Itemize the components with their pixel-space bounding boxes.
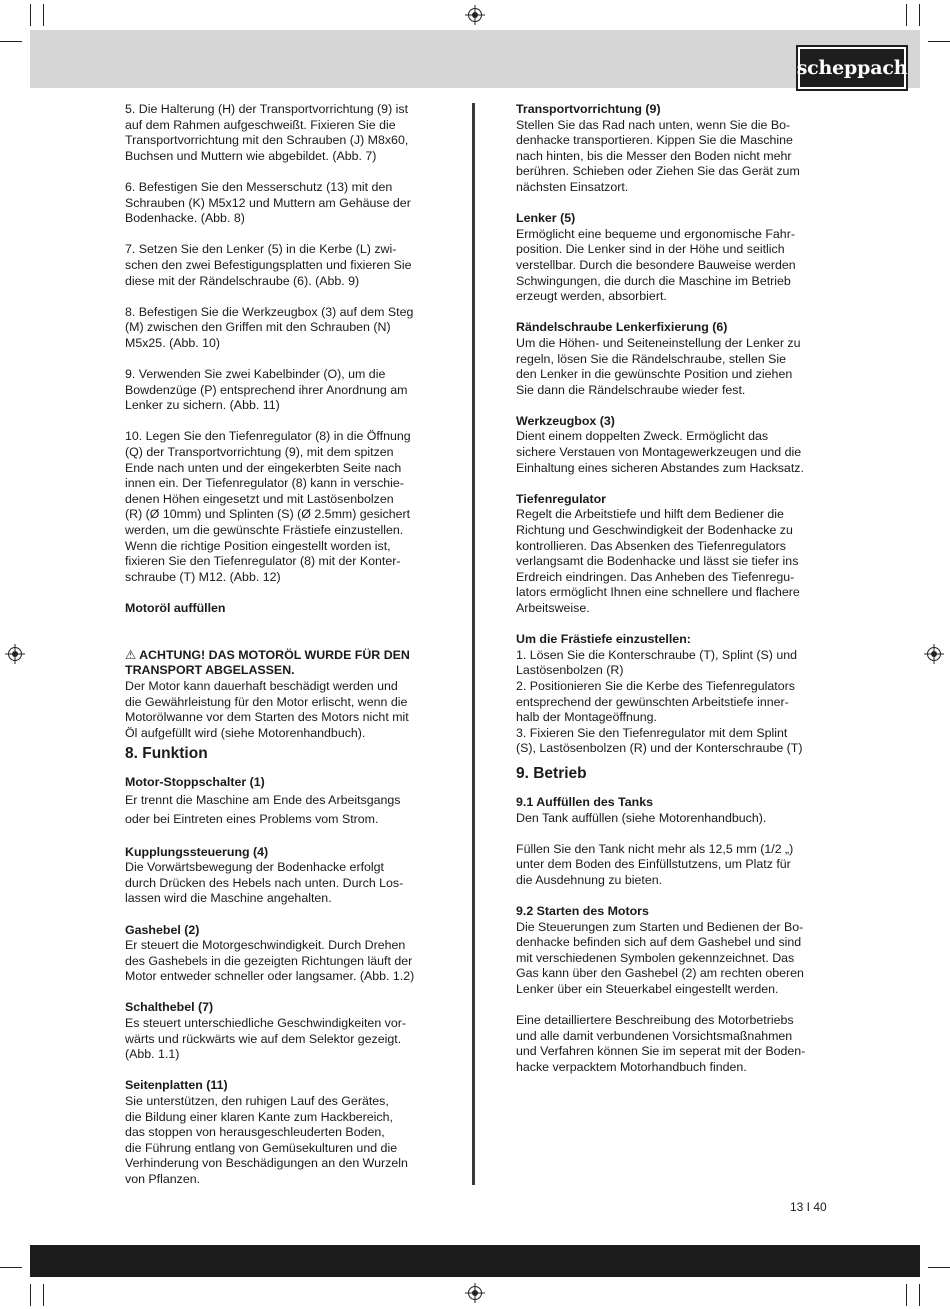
- function-body: Um die Höhen- und Seiteneinstellung der Lenker zu regeln, lösen Sie die Rändelschraube, stellen Sie den Lenker in die gewünschte Position und ziehen Sie dann die Rändelschraube wieder fest.: [516, 335, 801, 397]
- subsection-body: Den Tank auffüllen (siehe Motorenhandbuch).: [516, 810, 767, 825]
- function-item: [125, 845, 435, 907]
- assembly-step: 5. Die Halterung (H) der Transportvorrichtung (9) ist auf dem Rahmen aufgeschweißt. Fixieren Sie die Transportvorrichtung mit den Schrauben (J) M8x60, Buchsen und Muttern wie abgebildet. (Abb. 7): [125, 102, 409, 163]
- subsection-title: 9.2 Starten des Motors: [516, 904, 649, 919]
- function-body: Stellen Sie das Rad nach unten, wenn Sie die Bo- denhacke transportieren. Kippen Sie die Maschine nach hinten, bis die Messer den Boden nicht mehr berühren. Schieben oder Ziehen Sie das Gerät zum nächsten Einsatzort.: [516, 117, 800, 194]
- function-title: Tiefenregulator: [516, 491, 606, 506]
- crop-mark: [928, 41, 950, 42]
- function-title: Motor-Stoppschalter (1): [125, 775, 265, 790]
- function-item: [125, 1000, 435, 1062]
- subsection-title: 9.1 Auffüllen des Tanks: [516, 794, 654, 809]
- subsection-body: Füllen Sie den Tank nicht mehr als 12,5 mm (1/2 „) unter dem Boden des Einfüllstutzens, um Platz für die Ausdehnung zu bieten.: [516, 841, 794, 887]
- assembly-step: 7. Setzen Sie den Lenker (5) in die Kerbe (L) zwi- schen den zwei Befestigungsplatten und fixieren Sie diese mit der Rändelschraube (6). (Abb. 9): [125, 242, 412, 288]
- function-item: [516, 492, 828, 617]
- page-number: 13 I 40: [790, 1200, 827, 1214]
- function-item: [125, 775, 435, 829]
- function-title: Kupplungssteuerung (4): [125, 844, 269, 859]
- crop-mark: [906, 1284, 907, 1306]
- crop-mark: [30, 1284, 31, 1306]
- function-title: Rändelschraube Lenkerfixierung (6): [516, 320, 728, 335]
- function-title: Werkzeugbox (3): [516, 413, 615, 428]
- function-item: [516, 211, 828, 305]
- function-title: Transportvorrichtung (9): [516, 102, 661, 116]
- assembly-step: 8. Befestigen Sie die Werkzeugbox (3) auf dem Steg (M) zwischen den Griffen mit den Schrauben (N) M5x25. (Abb. 10): [125, 304, 414, 350]
- function-body: Sie unterstützen, den ruhigen Lauf des Gerätes, die Bildung einer klaren Kante zum Hackbereich, das stoppen von herausgeschleuderten Boden, die Führung entlang von Gemüsekulturen und die Verhinderung von Beschädigungen an den Wurzeln von Pflanzen.: [125, 1094, 408, 1186]
- registration-mark-icon: [468, 8, 482, 22]
- registration-mark-icon: [8, 647, 22, 661]
- left-column: [125, 102, 435, 1203]
- registration-mark-icon: [468, 1286, 482, 1300]
- function-body: Es steuert unterschiedliche Geschwindigkeiten vor- wärts und rückwärts wie auf dem Selektor gezeigt. (Abb. 1.1): [125, 1016, 406, 1062]
- function-item: [516, 320, 828, 398]
- function-item: [125, 923, 435, 985]
- function-title: Gashebel (2): [125, 922, 200, 937]
- crop-mark: [919, 1284, 920, 1306]
- warning-title: [125, 632, 435, 679]
- warning-triangle-icon: ⚠: [125, 647, 137, 662]
- assembly-step: 6. Befestigen Sie den Messerschutz (13) mit den Schrauben (K) M5x12 und Muttern am Gehäuse der Bodenhacke. (Abb. 8): [125, 179, 411, 226]
- column-divider: [472, 103, 475, 1185]
- function-body: Die Vorwärtsbewegung der Bodenhacke erfolgt durch Drücken des Hebels nach unten. Durch Los- lassen wird die Maschine angehalten.: [125, 860, 404, 906]
- depth-setting-instructions: [516, 632, 828, 757]
- assembly-step: 9. Verwenden Sie zwei Kabelbinder (O), um die Bowdenzüge (P) entsprechend ihrer Anordnung am Lenker zu sichern. (Abb. 11): [125, 367, 408, 413]
- function-body: Dient einem doppelten Zweck. Ermöglicht das sichere Verstauen von Montagewerkzeugen und die Einhaltung eines sicheren Abstandes zum Hacksatz.: [516, 429, 804, 475]
- function-body: 1. Lösen Sie die Konterschraube (T), Splint (S) und Lastösenbolzen (R) 2. Positionieren Sie die Kerbe des Tiefenregulators entsprechend der gewünschten Arbeitstiefe inner- halb der Montageöffnung. 3. Fixieren Sie den Tiefenregulator mit dem Splint (S), Lastösenbolzen (R) und der Konterschraube (T): [516, 647, 803, 756]
- function-body: Ermöglicht eine bequeme und ergonomische Fahr- position. Die Lenker sind in der Höhe und seitlich verstellbar. Durch die besondere Bauweise werden Schwingungen, die durch die Maschine im Betrieb erzeugt werden, absorbiert.: [516, 226, 796, 304]
- oil-heading: Motoröl auffüllen: [125, 601, 226, 615]
- crop-mark: [0, 41, 22, 42]
- crop-mark: [928, 1267, 950, 1268]
- registration-mark-icon: [927, 647, 941, 661]
- section-9-title: 9. Betrieb: [516, 764, 587, 782]
- header-band: [30, 30, 920, 88]
- function-body: Regelt die Arbeitstiefe und hilft dem Bediener die Richtung und Geschwindigkeit der Bodenhacke zu kontrollieren. Das Absenken des Tiefenregulators verlangsamt die Bodenhacke und lässt sie tiefer ins Erdreich eindringen. Das Anheben des Tiefenregu- lators ermöglicht Ihnen eine schnellere und flachere Arbeitsweise.: [516, 507, 800, 615]
- function-title: Lenker (5): [516, 211, 576, 226]
- function-body: Er steuert die Motorgeschwindigkeit. Durch Drehen des Gashebels in die gezeigten Richtungen läuft der Motor entweder schneller oder langsamer. (Abb. 1.2): [125, 938, 415, 984]
- crop-mark: [919, 4, 920, 26]
- right-column: [516, 102, 828, 1091]
- function-title: Seitenplatten (11): [125, 1078, 228, 1093]
- crop-mark: [0, 1267, 22, 1268]
- crop-mark: [43, 1284, 44, 1306]
- function-title: Schalthebel (7): [125, 1000, 214, 1015]
- assembly-step: 10. Legen Sie den Tiefenregulator (8) in die Öffnung (Q) der Transportvorrichtung (9), mit dem spitzen Ende nach unten und der eingekerbten Seite nach innen ein. Der Tiefenregulator (8) kann in verschie- denen Höhen eingesetzt und mit Lastösenbolzen (R) (Ø 10mm) und Splinten (S) (Ø 2.5mm) gesichert werden, um die gewünschte Frästiefe einzustellen. Wenn die richtige Position eingestellt worden ist, fixieren Sie den Tiefenregulator (8) mit der Konter- schraube (T) M12. (Abb. 12): [125, 429, 411, 584]
- footer-band: [30, 1245, 920, 1277]
- crop-mark: [30, 4, 31, 26]
- brand-logo: scheppach: [798, 47, 906, 89]
- function-body: Er trennt die Maschine am Ende des Arbeitsgangs oder bei Eintreten eines Problems vom Strom.: [125, 792, 401, 826]
- function-item: [516, 102, 828, 196]
- crop-mark: [906, 4, 907, 26]
- function-title: Um die Frästiefe einzustellen:: [516, 632, 691, 647]
- subsection-9-2: [516, 904, 828, 998]
- subsection-body: Eine detailliertere Beschreibung des Motorbetriebs und alle damit verbundenen Vorsichtsmaßnahmen und Verfahren können Sie im seperat mit der Boden- hacke verpacktem Motorhandbuch finden.: [516, 1013, 806, 1075]
- warning-title-text: ACHTUNG! DAS MOTORÖL WURDE FÜR DEN TRANSPORT ABGELASSEN.: [125, 647, 410, 678]
- section-8-title: 8. Funktion: [125, 745, 208, 763]
- function-item: [125, 1078, 435, 1187]
- subsection-body: Die Steuerungen zum Starten und Bedienen der Bo- denhacke befinden sich auf dem Gashebel und sind mit verschiedenen Symbolen gekennzeichnet. Das Gas kann über den Gashebel (2) am rechten oberen Lenker über ein Steuerkabel eingestellt werden.: [516, 919, 804, 997]
- crop-mark: [43, 4, 44, 26]
- warning-body: Der Motor kann dauerhaft beschädigt werden und die Gewährleistung für den Motor erlischt, wenn die Motorölwanne vor dem Starten des Motors nicht mit Öl aufgefüllt wird (siehe Motorenhandbuch).: [125, 678, 409, 740]
- function-item: [516, 414, 828, 476]
- subsection-9-1: [516, 795, 828, 826]
